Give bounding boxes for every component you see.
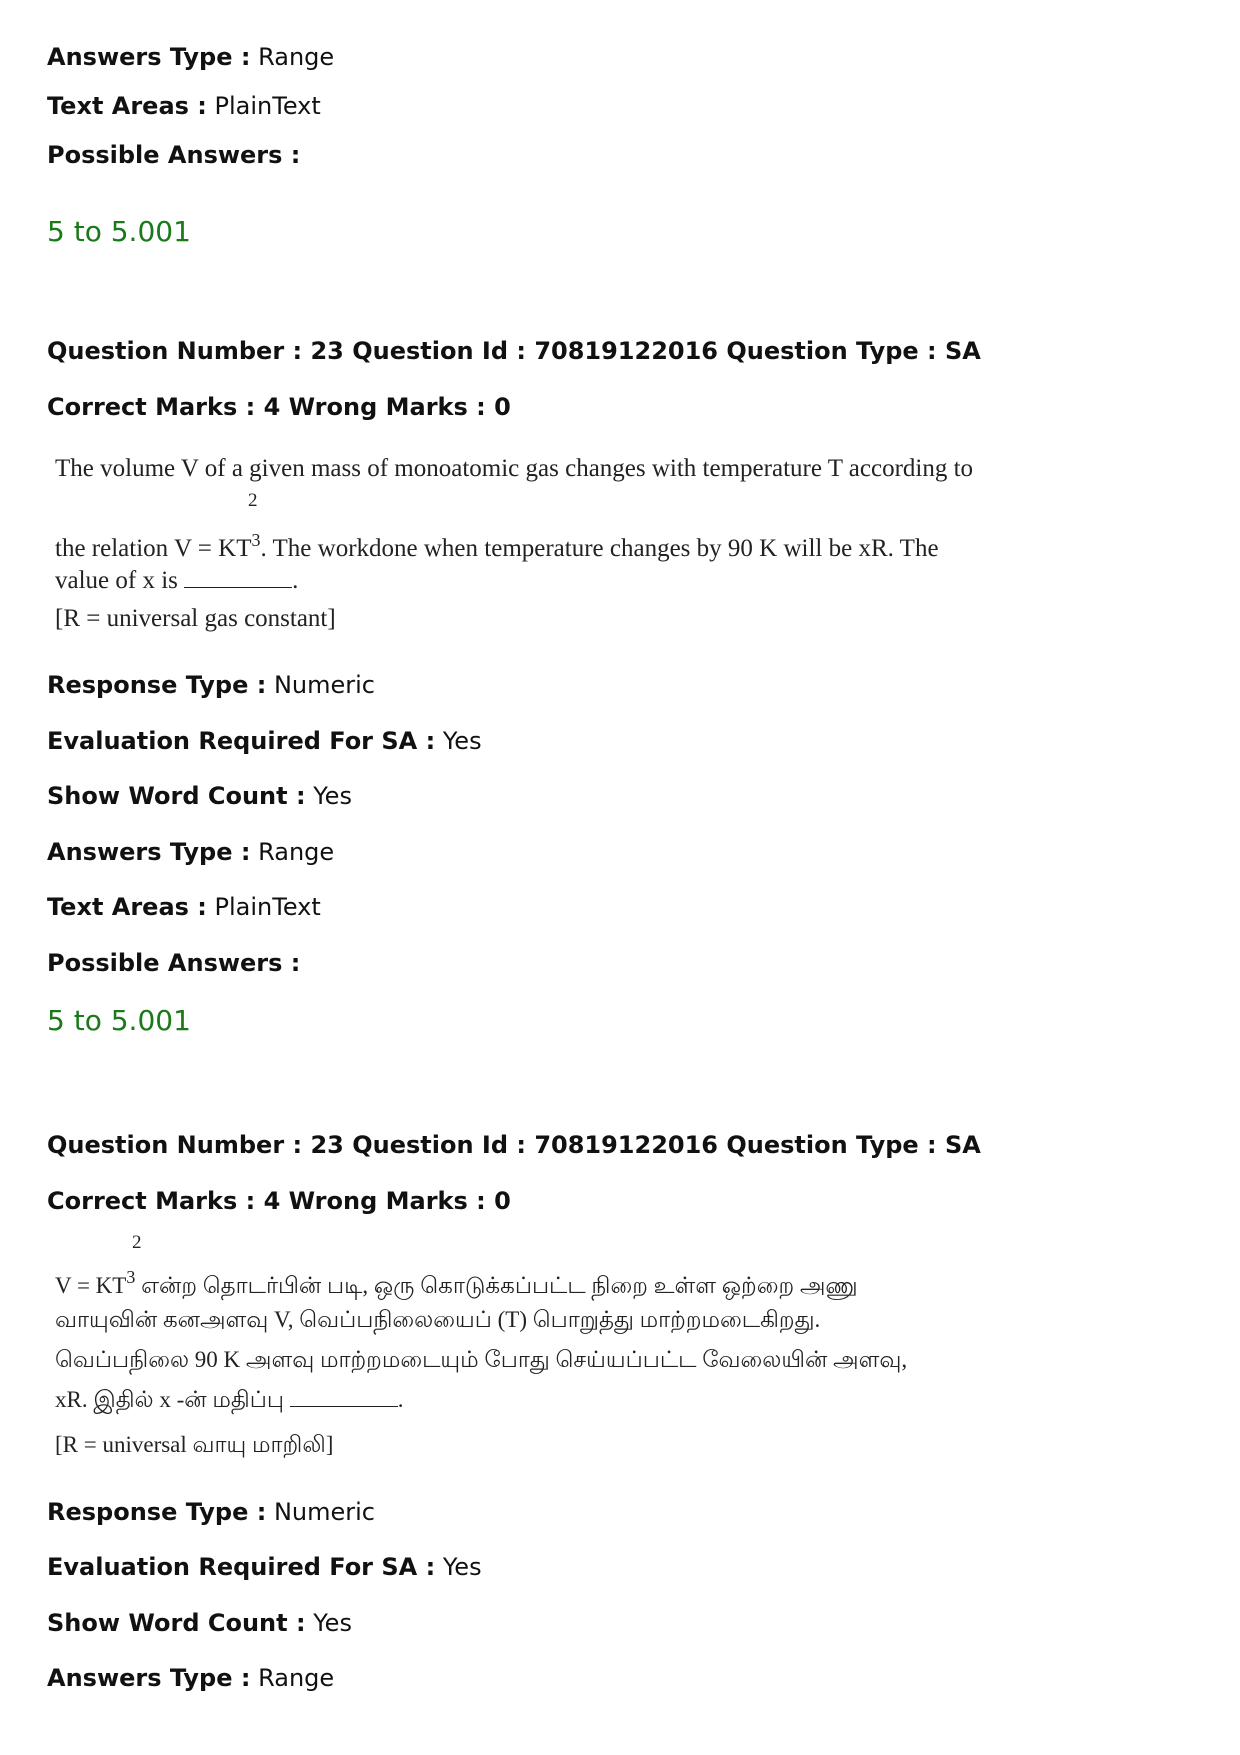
text-areas-row: Text Areas : PlainText xyxy=(47,893,321,921)
answers-type-row xyxy=(47,42,334,72)
answers-type-row: Answers Type : Range xyxy=(47,1664,335,1692)
question-line: $V = KT^3$ என்ற தொடர்பின் படி, ஒரு கொடுக்கப்பட்ட நிறை உள்ள ஒற்றை அணு xyxy=(55,1267,858,1298)
possible-answers-row: Possible Answers : xyxy=(47,949,301,977)
answer-blank xyxy=(290,1388,398,1407)
show-word-count-row: Show Word Count : Yes xyxy=(47,782,352,810)
text-areas-row xyxy=(47,91,321,121)
evaluation-required-row: Evaluation Required For SA : Yes xyxy=(47,1553,482,1581)
field-label: Possible Answers : xyxy=(47,141,301,169)
fraction-denominator: 3 xyxy=(251,530,261,550)
fraction-numerator: 2 xyxy=(132,1232,142,1253)
fraction-numerator: 2 xyxy=(248,490,258,511)
response-type-row: Response Type : Numeric xyxy=(47,1498,375,1526)
question-marks: Correct Marks : 4 Wrong Marks : 0 xyxy=(47,393,511,421)
field-label: Answers Type : xyxy=(47,43,251,71)
question-line: வாயுவின் கனஅளவு V, வெப்பநிலையைப் (T) பொறுத்து மாற்றமடைகிறது. xyxy=(55,1307,821,1332)
possible-answers-row xyxy=(47,140,300,170)
question-line: வெப்பநிலை 90 K அளவு மாற்றமடையும் போது செய்யப்பட்ட வேலையின் அளவு, xyxy=(55,1347,908,1372)
question-line: [R = universal வாயு மாறிலி] xyxy=(55,1432,334,1457)
question-line: value of x is . xyxy=(55,567,299,594)
field-label: Text Areas : xyxy=(47,92,207,120)
possible-answer: 5 to 5.001 xyxy=(47,215,191,248)
question-header: Question Number : 23 Question Id : 70819122016 Question Type : SA xyxy=(47,337,981,365)
answer-blank xyxy=(184,569,292,588)
show-word-count-row: Show Word Count : Yes xyxy=(47,1609,352,1637)
fraction-denominator: 3 xyxy=(126,1267,136,1287)
exponent-fraction xyxy=(132,1232,142,1254)
question-line: The volume V of a given mass of monoatomic gas changes with temperature T according to xyxy=(55,455,974,482)
question-line: [R = universal gas constant] xyxy=(55,605,336,632)
response-type-row: Response Type : Numeric xyxy=(47,671,375,699)
field-value: Range xyxy=(258,43,335,71)
field-value: PlainText xyxy=(214,92,321,120)
answers-type-row: Answers Type : Range xyxy=(47,838,335,866)
evaluation-required-row: Evaluation Required For SA : Yes xyxy=(47,727,482,755)
question-line: the relation $V = KT^3$. The workdone when temperature changes by 90 K will be xR. The xyxy=(55,530,939,562)
question-header: Question Number : 23 Question Id : 70819122016 Question Type : SA xyxy=(47,1131,981,1159)
question-marks: Correct Marks : 4 Wrong Marks : 0 xyxy=(47,1187,511,1215)
exponent-fraction xyxy=(248,490,258,512)
possible-answer: 5 to 5.001 xyxy=(47,1004,191,1037)
question-line: xR. இதில் x -ன் மதிப்பு . xyxy=(55,1387,404,1412)
